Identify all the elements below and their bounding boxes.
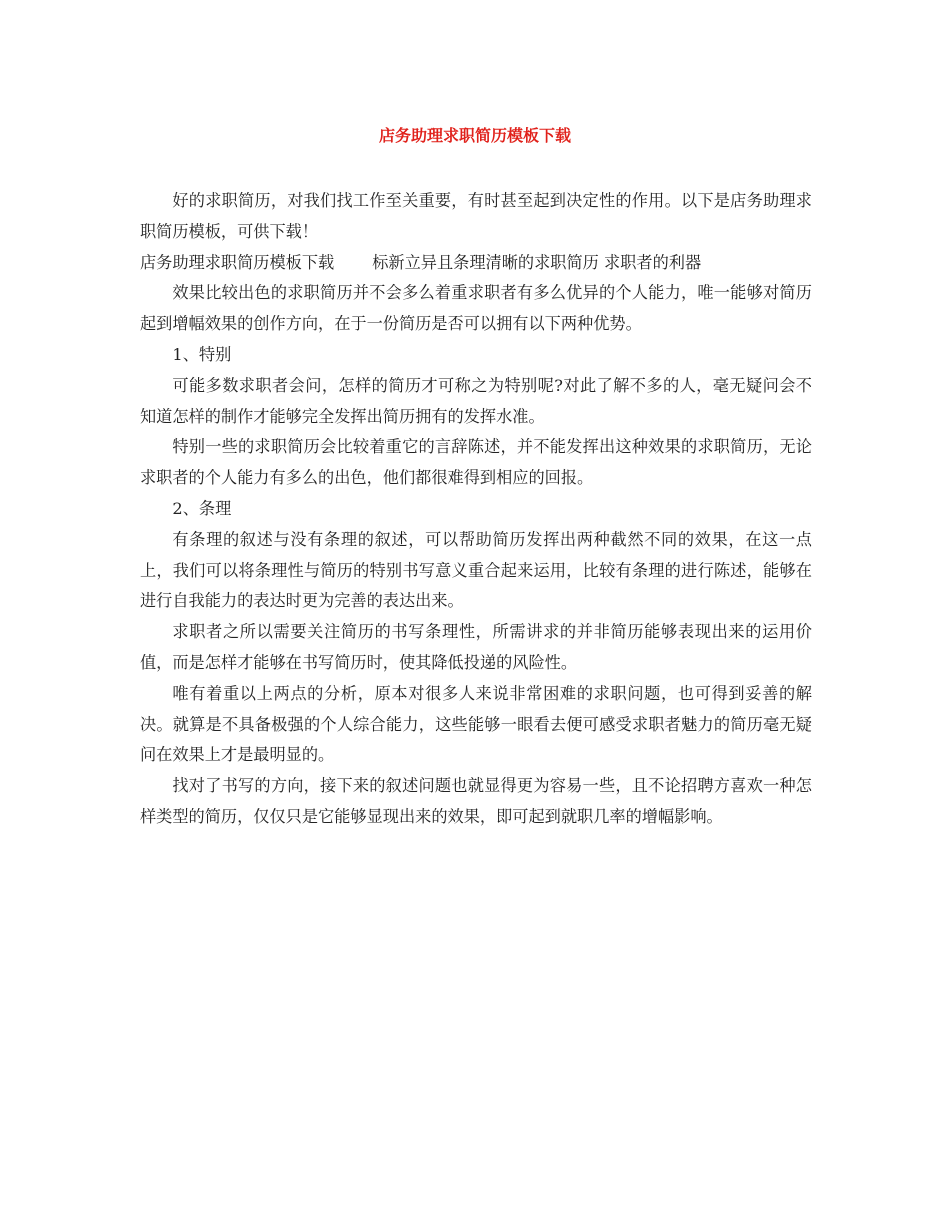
special-paragraph-2: 特别一些的求职简历会比较着重它的言辞陈述，并不能发挥出这种效果的求职简历，无论求职者的个人能力有多么的出色，他们都很难得到相应的回报。 bbox=[140, 437, 812, 488]
section-heading-order: 2、条理 bbox=[172, 498, 232, 518]
intro-paragraph: 好的求职简历，对我们找工作至关重要，有时甚至起到决定性的作用。以下是店务助理求职简历模板，可供下载！ bbox=[140, 191, 812, 241]
section-heading-special: 1、特别 bbox=[172, 344, 232, 364]
order-paragraph-1: 有条理的叙述与没有条理的叙述，可以帮助简历发挥出两种截然不同的效果，在这一点上，我们可以将条理性与简历的特别书写意义重合起来运用，比较有条理的进行陈述，能够在进行自我能力的表达时更为完善的表达出来。 bbox=[140, 529, 812, 611]
order-paragraph-2: 求职者之所以需要关注简历的书写条理性，所需讲求的并非简历能够表现出来的运用价值，而是怎样才能够在书写简历时，使其降低投递的风险性。 bbox=[140, 622, 812, 672]
subheading-left: 店务助理求职简历模板下载 bbox=[140, 252, 335, 272]
document-title: 店务助理求职简历模板下载 bbox=[378, 126, 571, 145]
subheading-line bbox=[140, 248, 812, 279]
effect-paragraph: 效果比较出色的求职简历并不会多么着重求职者有多么优异的个人能力，唯一能够对简历起到增幅效果的创作方向，在于一份简历是否可以拥有以下两种优势。 bbox=[140, 283, 812, 334]
document-body bbox=[140, 186, 812, 833]
analysis-paragraph: 唯有着重以上两点的分析，原本对很多人来说非常困难的求职问题，也可得到妥善的解决。就算是不具备极强的个人综合能力，这些能够一眼看去便可感受求职者魅力的简历毫无疑问在效果上才是最明显的。 bbox=[140, 683, 812, 765]
conclusion-paragraph: 找对了书写的方向，接下来的叙述问题也就显得更为容易一些，且不论招聘方喜欢一种怎样类型的简历，仅仅只是它能够显现出来的效果，即可起到就职几率的增幅影响。 bbox=[140, 776, 812, 826]
special-paragraph-1: 可能多数求职者会问，怎样的简历才可称之为特别呢?对此了解不多的人，毫无疑问会不知道怎样的制作才能够完全发挥出简历拥有的发挥水准。 bbox=[140, 375, 812, 426]
subheading-right: 标新立异且条理清晰的求职简历 求职者的利器 bbox=[372, 252, 702, 272]
